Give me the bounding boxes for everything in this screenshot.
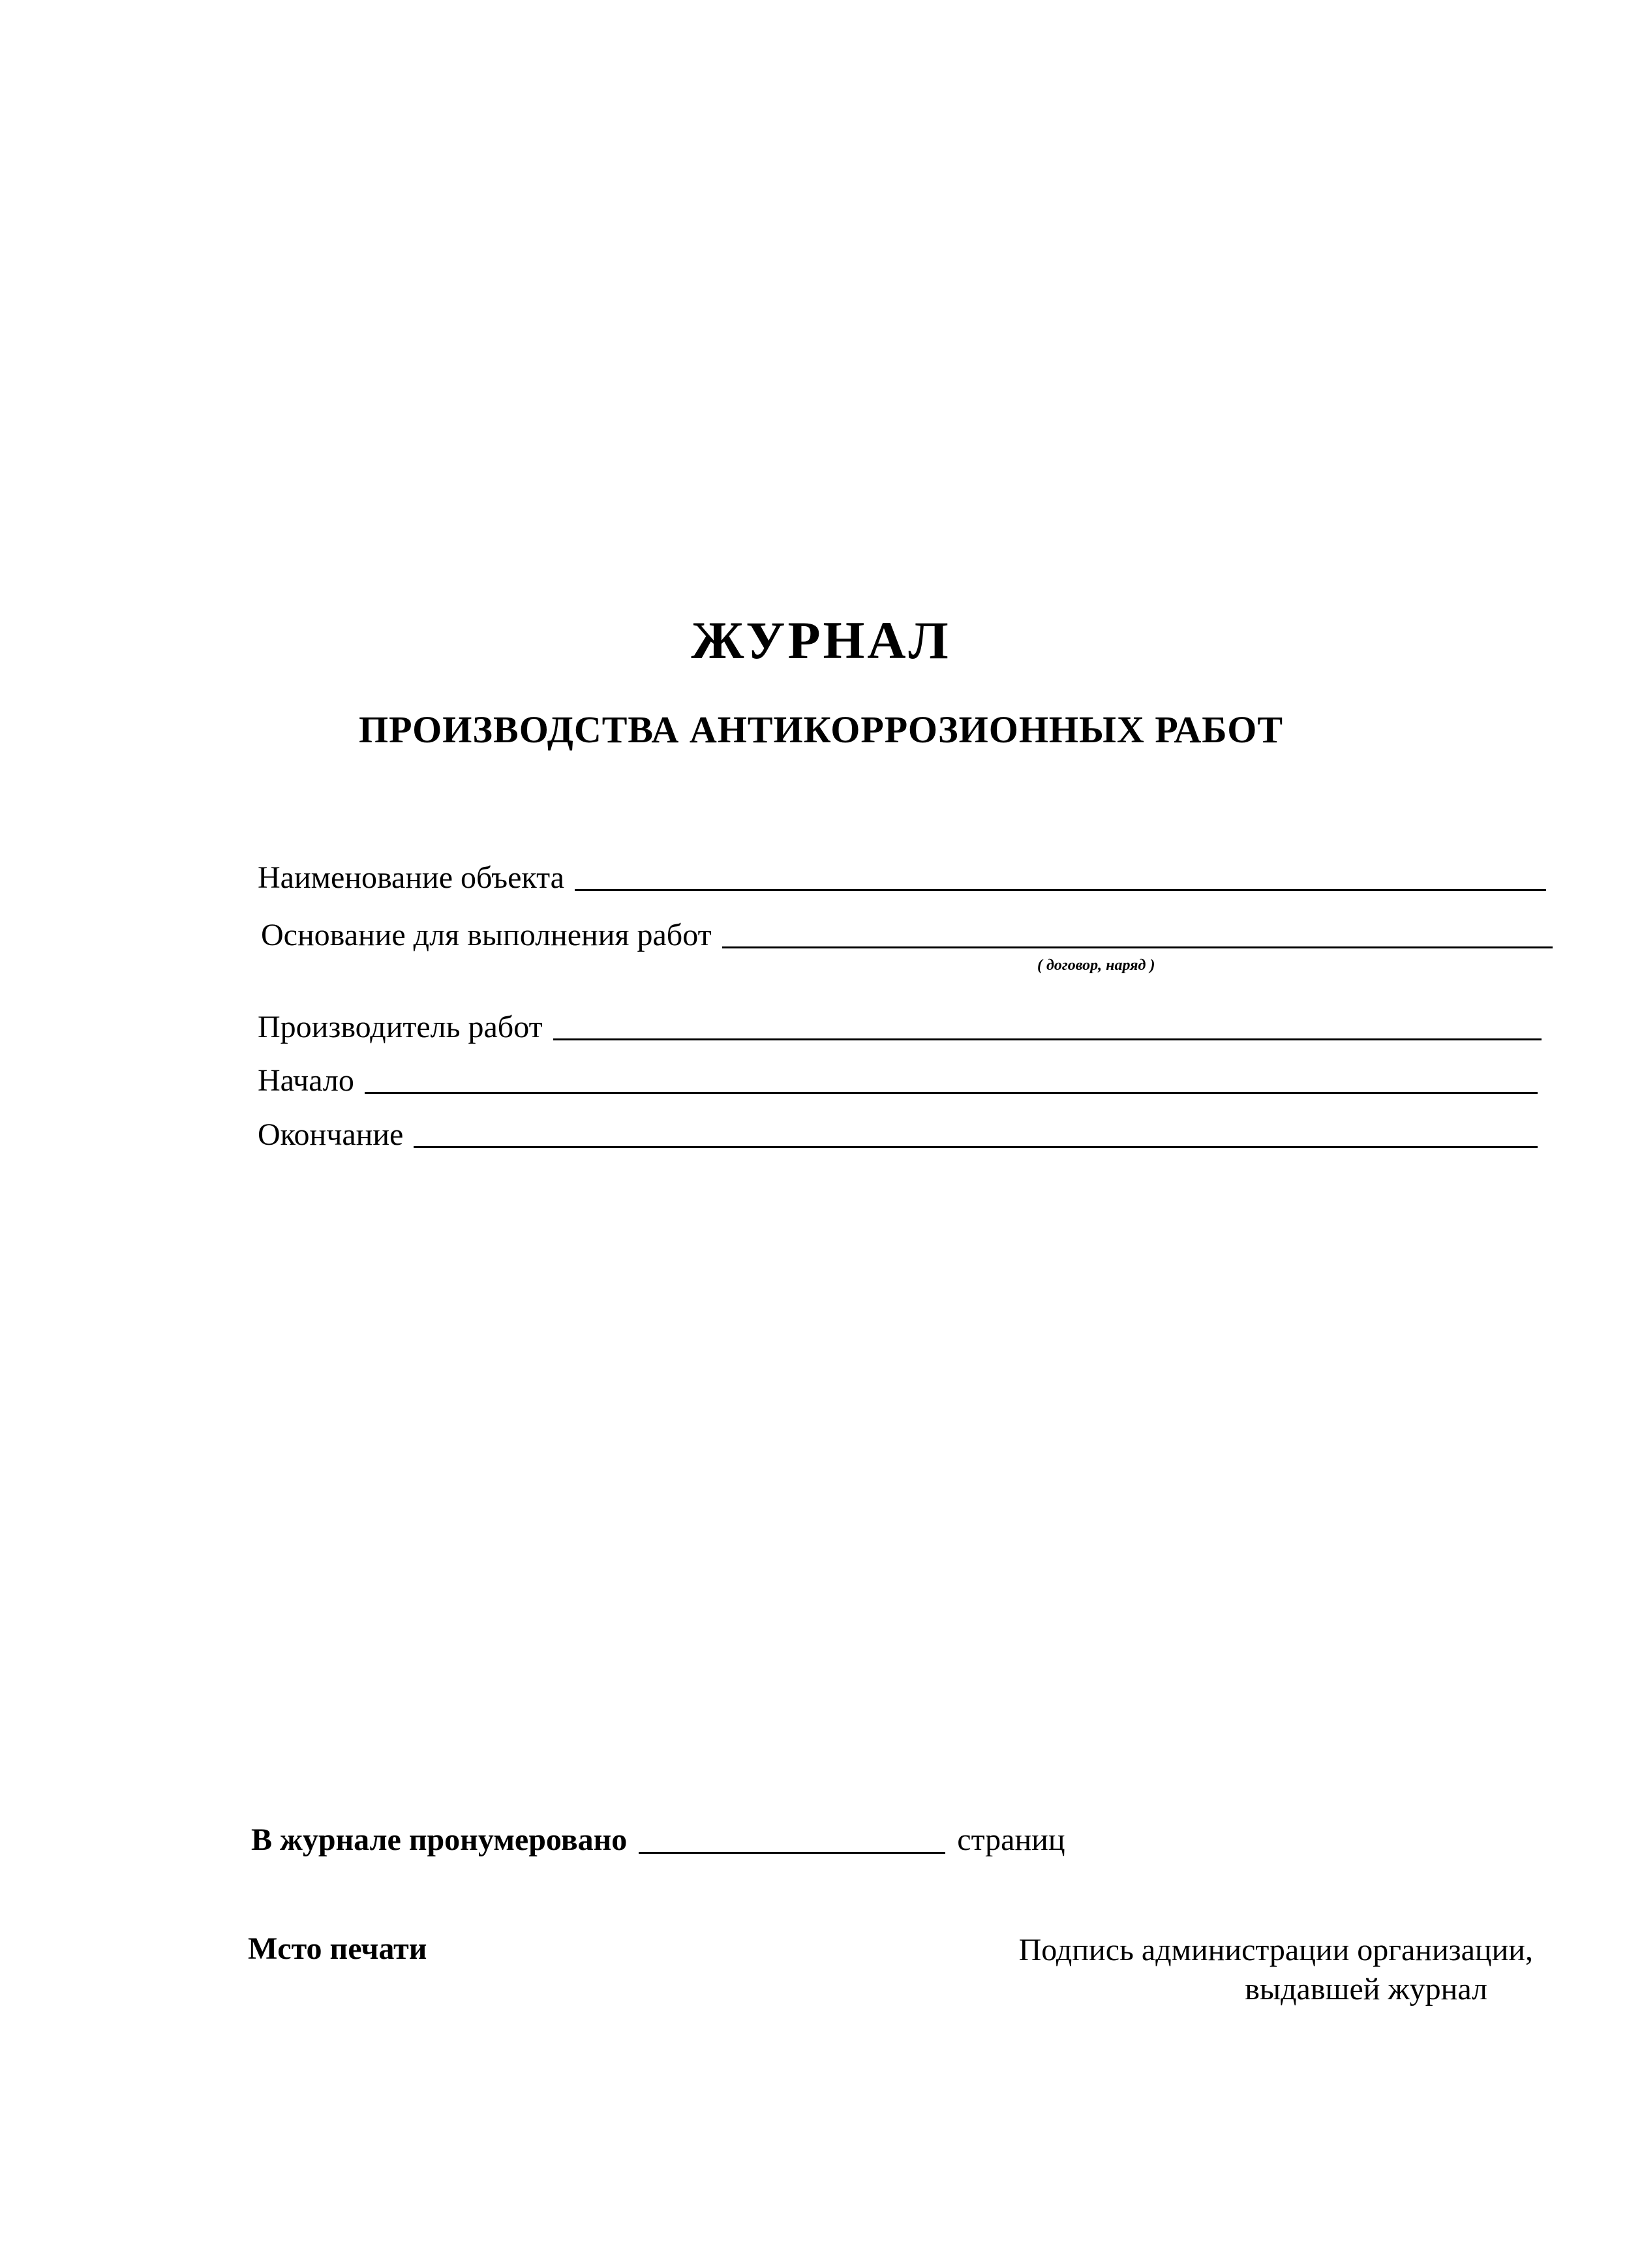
end-label: Окончание (258, 1117, 404, 1152)
object-name-label: Наименование объекта (258, 860, 564, 895)
end-field[interactable] (258, 1119, 1538, 1151)
signature-line-2: выдавшей журнал (1245, 1972, 1487, 2006)
object-name-field[interactable] (258, 862, 1546, 894)
contractor-field[interactable] (258, 1012, 1542, 1043)
page-count-suffix: страниц (957, 1822, 1065, 1857)
end-input-line[interactable] (414, 1146, 1538, 1148)
contractor-label: Производитель работ (258, 1010, 543, 1044)
start-input-line[interactable] (365, 1092, 1538, 1094)
basis-label: Основание для выполнения работ (261, 918, 712, 952)
basis-field[interactable] (261, 920, 1553, 951)
signature-line-1: Подпись администрации организации, (1018, 1933, 1533, 1967)
page-count-row (251, 1822, 1065, 1858)
journal-title: ЖУРНАЛ (691, 611, 951, 670)
start-label: Начало (258, 1063, 354, 1098)
page-count-input-line[interactable] (639, 1852, 945, 1854)
signature-block (913, 1931, 1533, 2009)
page-count-prefix: В журнале пронумеровано (251, 1822, 628, 1857)
basis-input-line[interactable] (722, 946, 1553, 948)
journal-subtitle: ПРОИЗВОДСТВА АНТИКОРРОЗИОННЫХ РАБОТ (358, 708, 1284, 751)
start-field[interactable] (258, 1065, 1538, 1096)
stamp-place-label: Мсто печати (248, 1931, 427, 1966)
contractor-input-line[interactable] (553, 1038, 1542, 1040)
object-name-input-line[interactable] (575, 889, 1546, 891)
basis-hint: ( договор, наряд ) (1037, 957, 1155, 974)
